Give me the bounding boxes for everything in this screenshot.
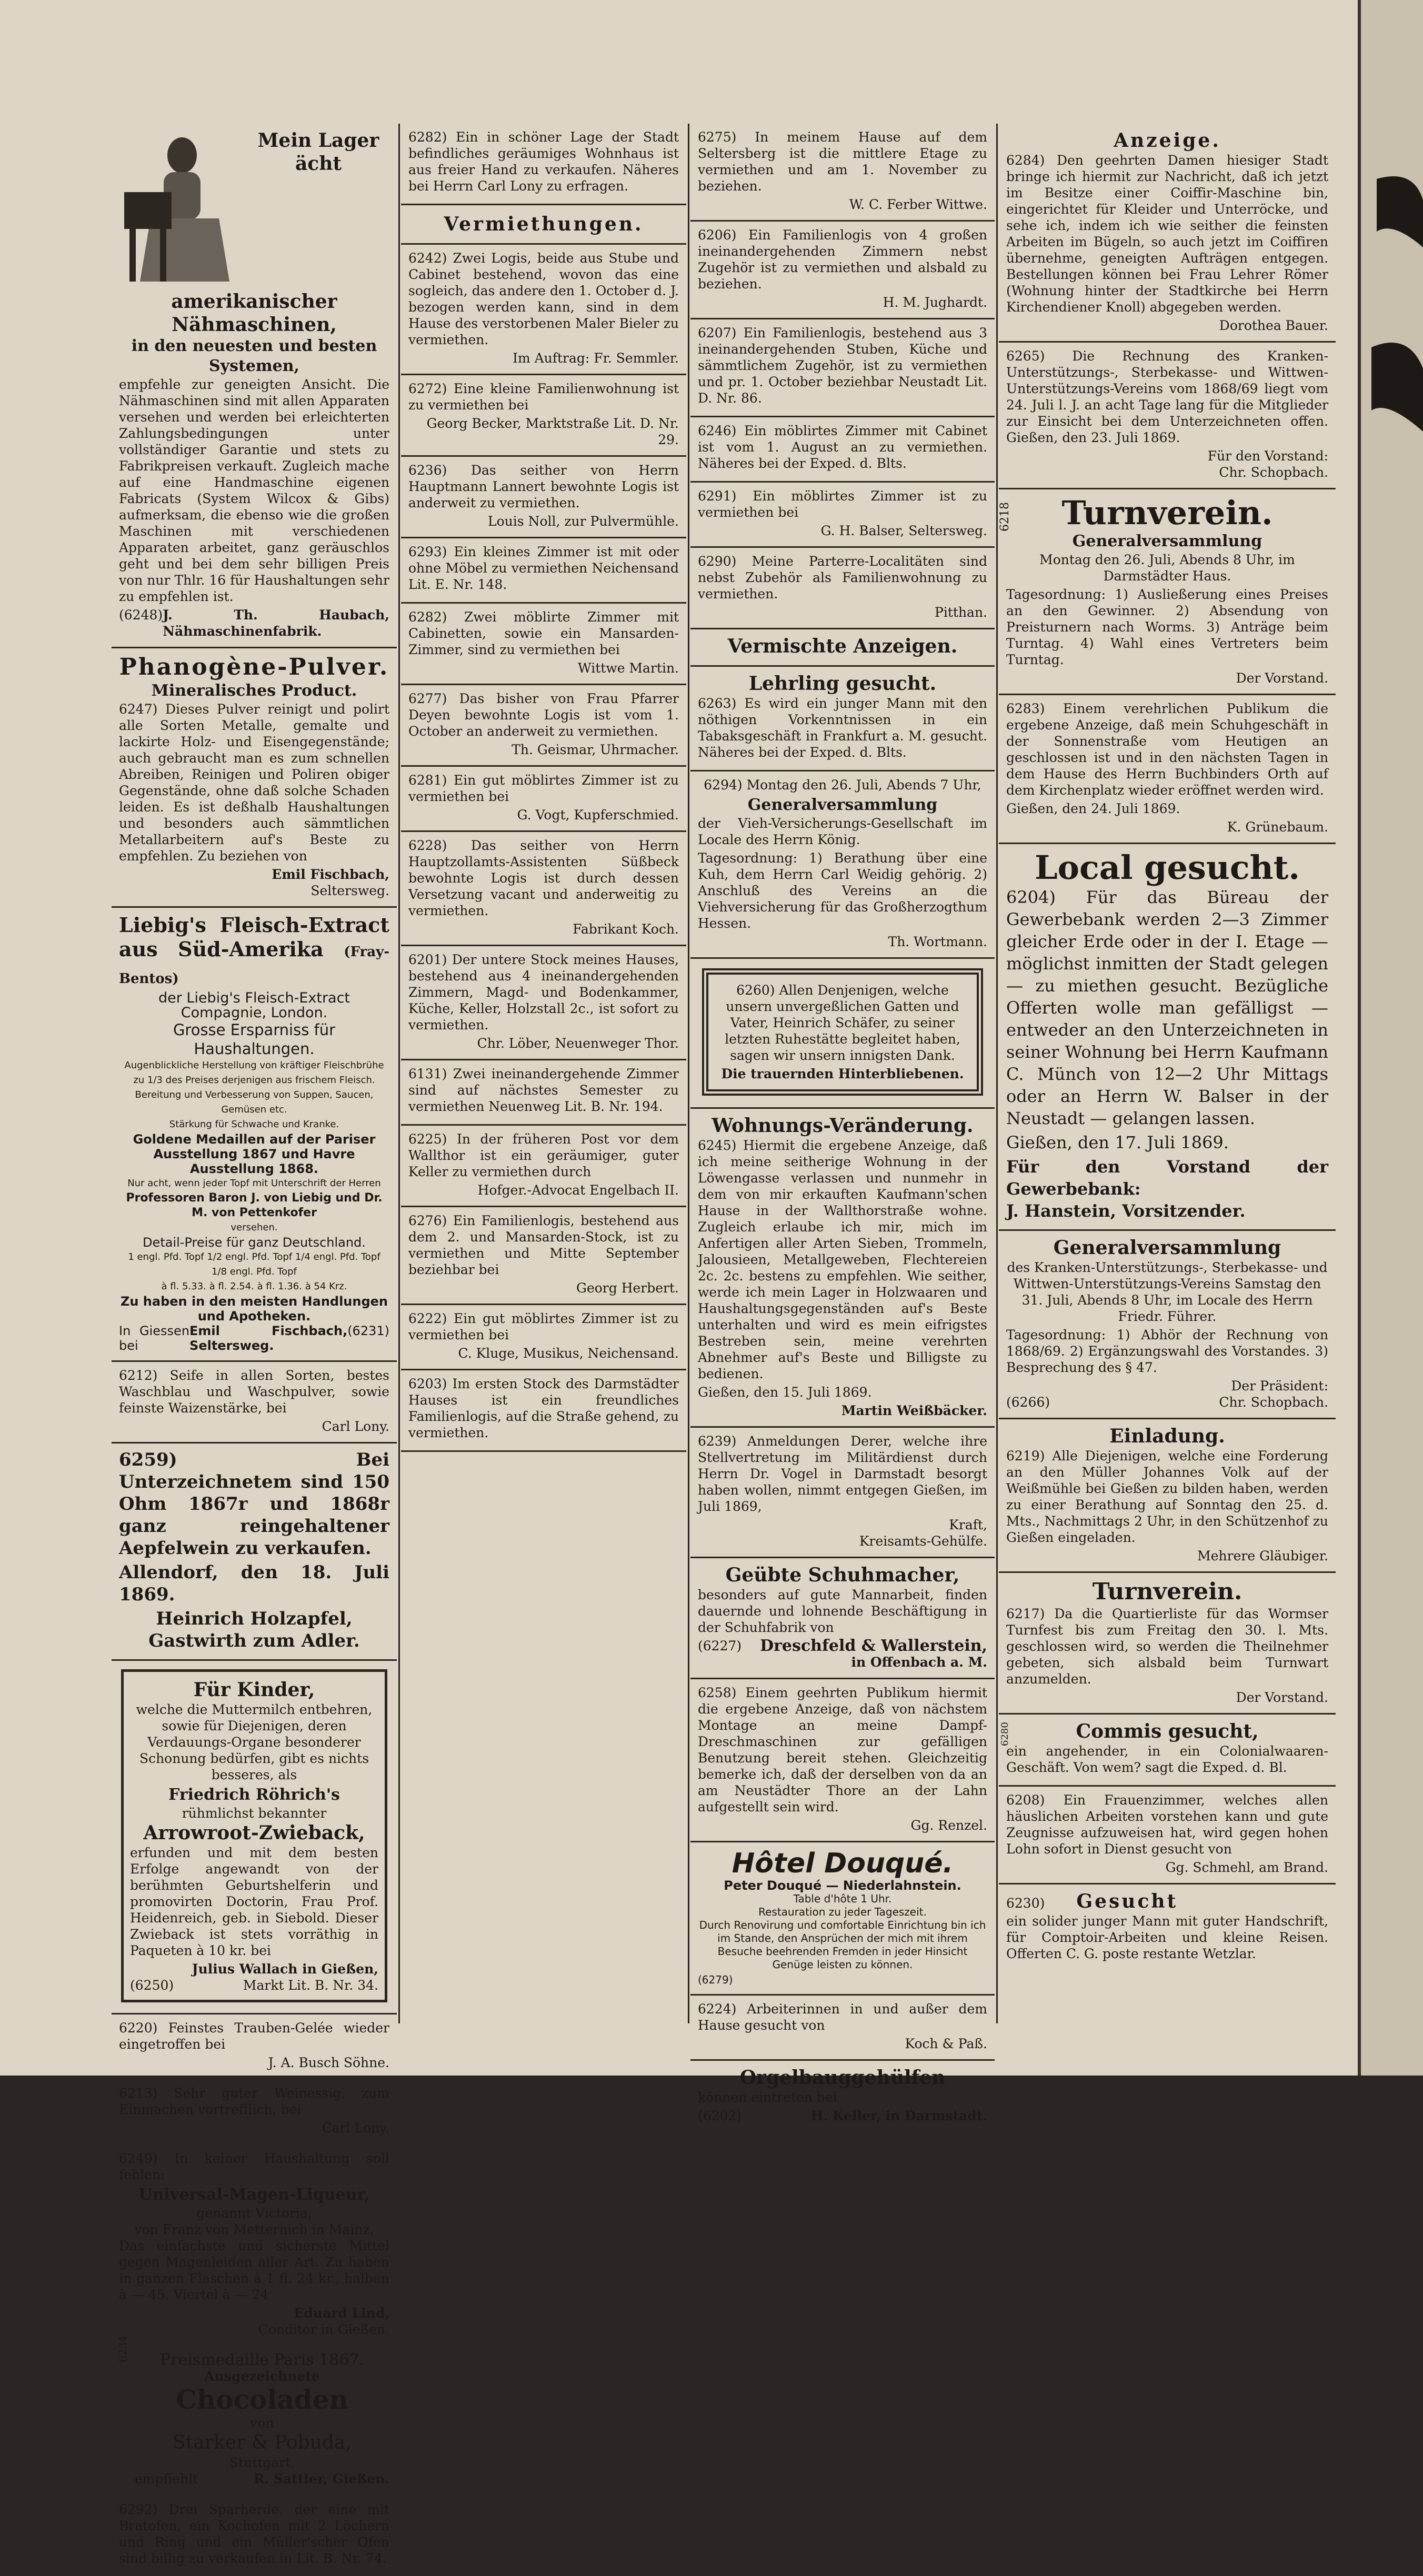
ad-essig bbox=[112, 2080, 397, 2145]
ad-signature: H. Keller, in Darmstadt. bbox=[810, 2108, 987, 2123]
rental-list-top bbox=[690, 124, 995, 629]
rental-ad bbox=[401, 604, 686, 685]
hotel-body: Durch Renovirung und comfortable Einrichtung bin ich im Stande, den Ansprüchen der mich mit ihrem Besuche beehrenden Fremden in jeder Hinsicht Genüge leisten zu können. bbox=[699, 1919, 986, 1971]
ad-text: 6290) Meine Parterre-Localitäten sind nebst Zubehör als Familienwohnung zu vermiethen. bbox=[698, 554, 987, 602]
sewing-body: empfehle zur geneigten Ansicht. Die Nähmaschinen sind mit allen Apparaten versehen und werden bei erleichterten Zahlungsbedingungen unter vollständiger Garantie und stets zu Fabrikpreisen verkauft. Zugleich mache auf eine Handmaschine eigenen Fabricats (System Wilcox & Gibs) aufmerksam, die ebenso wie die großen Maschinen mit verschiedenen Apparaten arbeitet, ganz geräuschlos geht und bei dem sehr billigen Preis von nur Thlr. 16 für Haushaltungen sehr zu empfehlen ist. bbox=[119, 377, 389, 604]
ad-signature: Carl Lony. bbox=[322, 2120, 389, 2136]
wohnung-title: Wohnungs-Veränderung. bbox=[712, 1115, 974, 1137]
commis-title: Commis gesucht, bbox=[1076, 1720, 1259, 1742]
ad-liebig bbox=[112, 908, 397, 1362]
ad-text: 6291) Ein möblirtes Zimmer ist zu vermiethen bei bbox=[698, 488, 987, 520]
ad-signature: G. Vogt, Kupferschmied. bbox=[517, 807, 679, 823]
choc-line: Ausgezeichnete bbox=[204, 2369, 320, 2384]
rental-ad bbox=[401, 1060, 686, 1126]
column-4 bbox=[999, 124, 1336, 2023]
ad-trauben bbox=[112, 2014, 397, 2080]
lehrling-title: Lehrling gesucht. bbox=[748, 673, 937, 695]
ad-text: 6246) Ein möblirtes Zimmer mit Cabinet ist vom 1. August an zu vermiethen. Näheres bei der Exped. d. Blts. bbox=[698, 423, 987, 471]
ad-text: 6282) Ein in schöner Lage der Stadt befindliches geräumiges Wohnhaus ist aus freier Hand zu verkaufen. Näheres bei Herrn Carl Lony zu erfragen. bbox=[408, 129, 679, 194]
ad-text: 6293) Ein kleines Zimmer ist mit oder ohne Möbel zu vermiethen Neichensand Lit. E. Nr. 148. bbox=[408, 544, 679, 592]
column-rule bbox=[688, 124, 689, 2023]
ad-signature: Mehrere Gläubiger. bbox=[1197, 1548, 1328, 1563]
ad-text: besonders auf gute Mannarbeit, finden dauernde und lohnende Beschäftigung in der Schuhfabrik von bbox=[698, 1587, 987, 1635]
ad-signature: Eduard Lind, bbox=[294, 2306, 389, 2321]
ad-signature: Die trauernden Hinterbliebenen. bbox=[721, 1066, 964, 1081]
ad-signature: Carl Lony. bbox=[322, 1419, 389, 1434]
phanogene-signature: Emil Fischbach, bbox=[272, 867, 389, 882]
ad-turnverein-2 bbox=[999, 1573, 1336, 1715]
section-title: Vermischte Anzeigen. bbox=[727, 635, 958, 657]
ad-signature: Th. Wortmann. bbox=[888, 934, 987, 949]
ad-text: 6282) Zwei möblirte Zimmer mit Cabinetten, sowie ein Mansarden-Zimmer, sind zu vermiethen bei bbox=[408, 609, 679, 657]
gesucht-title: Gesucht bbox=[1076, 1890, 1178, 1912]
rental-ad bbox=[401, 1207, 686, 1305]
ad-signature: G. H. Balser, Seltersweg. bbox=[820, 523, 987, 538]
rental-ad bbox=[690, 222, 995, 319]
rental-ad bbox=[401, 946, 686, 1060]
ad-signature: Pitthan. bbox=[935, 605, 987, 620]
ad-chocolade bbox=[112, 2336, 397, 2496]
ad-signature-2: Chr. Schopbach. bbox=[1219, 465, 1328, 480]
choc-line: Preismedaille Paris 1867. bbox=[159, 2351, 365, 2369]
liebig-line: Nur acht, wenn jeder Topf mit Unterschrift der Herren bbox=[127, 1178, 381, 1189]
gv2-agenda: Tagesordnung: 1) Abhör der Rechnung von 1868/69. 2) Ergänzungswahl des Vorstandes. 3) Besprechung des § 47. bbox=[1006, 1327, 1328, 1375]
ad-text: ein solider junger Mann mit guter Handschrift, für Comptoir-Arbeiten und kleine Reisen. Offerten C. G. poste restante Wetzlar. bbox=[1006, 1913, 1328, 1961]
phanogene-signature-2: Seltersweg. bbox=[310, 883, 389, 898]
ad-signature: Chr. Löber, Neuenweger Thor. bbox=[477, 1036, 679, 1051]
ad-signature: Louis Noll, zur Pulvermühle. bbox=[488, 514, 679, 529]
ad-apfelwein bbox=[112, 1444, 397, 1661]
phanogene-subtitle: Mineralisches Product. bbox=[151, 681, 357, 700]
turn2-title: Turnverein. bbox=[1092, 1578, 1242, 1605]
ad-text: 6265) Die Rechnung des Kranken-Unterstützungs-, Sterbekasse- und Wittwen-Unterstützungs-Vereins vom 1868/69 liegt vom 24. Juli l. J. an acht Tage lang für die Mitglieder zur Einsicht bei dem Unterzeichneten offen. Gießen, den 23. Juli 1869. bbox=[1006, 348, 1328, 445]
liebig-title-suffix: (Fray-Bentos) bbox=[119, 944, 390, 987]
ad-text: des Kranken-Unterstützungs-, Sterbekasse- und Wittwen-Unterstützungs-Vereins Samstag den 31. Juli, Abends 8 Uhr, im Locale des Herrn Friedr. Führer. bbox=[1007, 1260, 1328, 1324]
ad-signature: Georg Herbert. bbox=[576, 1280, 679, 1296]
liebig-line: der Liebig's Fleisch-Extract Compagnie, London. bbox=[158, 990, 350, 1021]
ad-signature: Wittwe Martin. bbox=[577, 660, 679, 676]
ad-signature-2: in Offenbach a. M. bbox=[851, 1655, 987, 1670]
choc-city: Stuttgart, bbox=[229, 2455, 295, 2470]
ad-number: 6218 bbox=[998, 502, 1011, 532]
liqueur-title: Universal-Magen-Liqueur, bbox=[138, 2186, 370, 2204]
mourning-frame bbox=[702, 968, 983, 1096]
gv2-title: Generalversammlung bbox=[1053, 1237, 1281, 1259]
ad-text: können eintreten bei bbox=[698, 2090, 837, 2105]
ad-seife bbox=[112, 1362, 397, 1444]
rental-ad bbox=[401, 457, 686, 538]
local-title: Local gesucht. bbox=[1035, 848, 1300, 887]
phanogene-body: 6247) Dieses Pulver reinigt und polirt alle Sorten Metalle, gemalte und lackirte Holz- und Eisengegenstände; auch gebraucht man es zum schnellen Abreiben, Reinigen und Poliren obiger Gegenstände, ohne daß solche Schaden leiden. Es ist deßhalb Haushaltungen und besonders auch sämmtlichen Metallarbeitern auf's Beste zu empfehlen. Zu beziehen von bbox=[119, 701, 389, 864]
liebig-line: Professoren Baron J. von Liebig und Dr. M. von Pettenkofer bbox=[126, 1191, 383, 1219]
schuh-title: Geübte Schuhmacher, bbox=[725, 1564, 960, 1586]
ad-signature: Heinrich Holzapfel, bbox=[156, 1608, 353, 1629]
turn-agenda: Tagesordnung: 1) Ausließerung eines Preises an den Gewinner. 2) Absendung von Preisturnern nach Worms. 3) Anträge beim Turntag. 4) Wahl eines Vertreters beim Turntag. bbox=[1006, 587, 1328, 667]
ad-signature-2: Gastwirth zum Adler. bbox=[148, 1630, 360, 1651]
liebig-line: Grosse Ersparniss für Haushaltungen. bbox=[173, 1021, 336, 1058]
liebig-line: Stärkung für Schwache und Kranke. bbox=[169, 1119, 339, 1130]
liebig-line: Goldene Medaillen auf der Pariser Ausstellung 1867 und Havre Ausstellung 1868. bbox=[133, 1132, 376, 1176]
ad-signature: Der Präsident: bbox=[1231, 1378, 1328, 1394]
choc-line: von bbox=[250, 2415, 274, 2431]
gv-body: der Vieh-Versicherungs-Gesellschaft im Locale des Herrn König. bbox=[698, 816, 987, 847]
ad-text: 6283) Einem verehrlichen Publikum die ergebene Anzeige, daß mein Schuhgeschäft in der Sonnenstraße vom Heutigen an geschlossen ist und in den nächsten Tagen in dem Hause des Herrn Buchbinders Orth auf dem Kirchenplatz wieder eröffnet werden wird. bbox=[1006, 701, 1328, 798]
kinder-signature-2: Markt Lit. B. Nr. 34. bbox=[243, 1978, 378, 1993]
ad-signature: Der Vorstand. bbox=[1236, 1690, 1328, 1705]
liqueur-subtitle: genannt Victoria, bbox=[196, 2206, 312, 2221]
rental-ad bbox=[401, 1370, 686, 1452]
ad-signature: Kraft, bbox=[949, 1517, 987, 1532]
rental-ad bbox=[690, 548, 995, 629]
liebig-line: Augenblickliche Herstellung von kräftiger Fleischbrühe zu 1/3 des Preises derjenigen aus frischem Fleisch. bbox=[124, 1060, 384, 1086]
column-2 bbox=[401, 124, 686, 2023]
ad-signature: Gg. Renzel. bbox=[910, 1818, 987, 1833]
ad-text: 6276) Ein Familienlogis, bestehend aus dem 2. und Mansarden-Stock, ist zu vermiethen und Mitte September beziehbar bei bbox=[408, 1213, 679, 1277]
column-1 bbox=[112, 124, 397, 2566]
rental-ad bbox=[690, 483, 995, 548]
ad-text: 6206) Ein Familienlogis von 4 großen ineinandergehenden Zimmern nebst Zugehör ist zu vermiethen und alsbald zu beziehen. bbox=[698, 227, 987, 292]
ad-signature: Th. Geismar, Uhrmacher. bbox=[512, 742, 679, 757]
liebig-line: Detail-Preise für ganz Deutschland. bbox=[143, 1235, 366, 1250]
ad-rechnung bbox=[999, 343, 1336, 489]
ad-number: (6279) bbox=[698, 1973, 733, 1986]
ad-signature: Georg Becker, Marktstraße Lit. D. Nr. 29. bbox=[426, 416, 679, 447]
ad-text: 6207) Ein Familienlogis, bestehend aus 3 ineinandergehenden Stuben, Küche und sämmtlichem Zugehör, ist zu vermiethen und pr. 1. October beziehbar Neustadt Lit. D. Nr. 86. bbox=[698, 325, 987, 406]
ad-place: Allendorf, den 18. Juli 1869. bbox=[119, 1562, 389, 1605]
ad-signature: Dorothea Bauer. bbox=[1219, 318, 1328, 333]
rental-ad bbox=[401, 1126, 686, 1207]
ad-text: 6242) Zwei Logis, beide aus Stube und Cabinet bestehend, wovon das eine sogleich, das andere den 1. October d. J. bezogen werden kann, sind in dem Hause des verstorbenen Maler Bieler zu vermiethen. bbox=[408, 250, 679, 347]
rental-ad bbox=[690, 417, 995, 483]
hotel-line: Restauration zu jeder Tageszeit. bbox=[758, 1906, 927, 1918]
ad-text: 6236) Das seither von Herrn Hauptmann Lannert bewohnte Logis ist anderweit zu vermiethen. bbox=[408, 463, 679, 510]
ad-number: (6266) bbox=[1006, 1395, 1050, 1410]
ad-place: Gießen, den 24. Juli 1869. bbox=[1006, 801, 1180, 816]
ad-wohnungsveraenderung bbox=[690, 1109, 995, 1428]
ad-text: 6224) Arbeiterinnen in und außer dem Hause gesucht von bbox=[698, 2001, 987, 2033]
ad-hotel bbox=[690, 1842, 995, 1996]
anzeige-title: Anzeige. bbox=[1114, 129, 1221, 152]
ad-gesucht bbox=[999, 1885, 1336, 1971]
turn-line: Montag den 26. Juli, Abends 8 Uhr, im Darmstädter Haus. bbox=[1039, 552, 1295, 584]
ad-wohnhaus bbox=[401, 124, 686, 205]
phanogene-title: Phanogène-Pulver. bbox=[119, 654, 389, 680]
rental-ad bbox=[401, 538, 686, 604]
ad-text: 6217) Da die Quartierliste für das Wormser Turnfest bis zum Freitag den 30. l. Mts. geschlossen wird, so werden die Theilnehmer gebeten, sich alsbald beim Turnwart anzumelden. bbox=[1006, 1606, 1328, 1687]
ad-text: 6219) Alle Diejenigen, welche eine Forderung an den Müller Johannes Volk auf der Weißmühle bei Gießen zu bilden haben, werden zu einer Berathung auf Sonntag den 25. d. Mts., Nachmittags 2 Uhr, in den Schützenhof zu Gießen eingeladen. bbox=[1006, 1448, 1328, 1545]
liebig-line: versehen. bbox=[231, 1222, 278, 1233]
kinder-signature: Julius Wallach in Gießen, bbox=[192, 1961, 378, 1977]
ad-signature: Dreschfeld & Wallerstein, bbox=[760, 1637, 987, 1655]
rental-ad bbox=[401, 375, 686, 457]
section-title: Vermiethungen. bbox=[444, 213, 644, 235]
ad-text: ein angehender, in ein Colonialwaaren-Geschäft. Von wem? sagt die Exped. d. Bl. bbox=[1006, 1743, 1328, 1775]
ad-number: (6250) bbox=[130, 1978, 174, 1993]
adjacent-page-edge bbox=[1358, 0, 1423, 2076]
liebig-line: In Giessen bei bbox=[119, 1324, 190, 1353]
ad-signature-2: J. Hanstein, Vorsitzender. bbox=[1006, 1201, 1246, 1221]
ad-signature: Im Auftrag: Fr. Semmler. bbox=[513, 350, 679, 366]
ad-vogel bbox=[690, 1428, 995, 1558]
ad-text: 6220) Feinstes Trauben-Gelée wieder eingetroffen bei bbox=[119, 2020, 389, 2052]
ad-einladung bbox=[999, 1419, 1336, 1573]
kinder-body-2: erfunden und mit dem besten Erfolge angewandt von der berühmten Geburtshelferin und promovirten Doctorin, Frau Prof. Heidenreich, geb. in Siebold. Dieser Zwieback ist stets vorräthig in Paqueten à 10 kr. bei bbox=[130, 1845, 378, 1958]
liebig-line: Bereitung und Verbesserung von Suppen, Saucen, Gemüsen etc. bbox=[135, 1089, 374, 1115]
ad-local-gesucht bbox=[999, 844, 1336, 1231]
ad-text: 6228) Das seither von Herrn Hauptzollamts-Assistenten Süßbeck bewohnte Logis ist durch dessen Versetzung vacant und anderweitig zu vermiethen. bbox=[408, 838, 679, 918]
kinder-product: Arrowroot-Zwieback, bbox=[143, 1822, 365, 1844]
rental-ad bbox=[401, 832, 686, 946]
liebig-prices-2: à fl. 5.33. à fl. 2.54. à fl. 1.36. à 54 Krz. bbox=[161, 1281, 347, 1292]
rental-list bbox=[401, 245, 686, 1452]
ad-text: 6284) Den geehrten Damen hiesiger Stadt bringe ich hiermit zur Nachricht, daß ich jetzt im Besitze einer Coiffir-Maschine bin, eingerichtet für Kleider und Unterröcke, und sehe ich, indem ich wie seither die feinsten Arbeiten im Bügeln, so auch jetzt im Coiffiren übernehme, geneigten Aufträgen entgegen. Bestellungen können bei Frau Lehrer Römer (Wohnung hinter der Stadtkirche bei Herrn Kirchendiener Knoll) abgegeben werden. bbox=[1006, 153, 1328, 315]
turn-title: Turnverein. bbox=[1061, 494, 1273, 532]
section-vermiethungen bbox=[401, 205, 686, 245]
ad-schuhmacher bbox=[690, 1558, 995, 1679]
ad-text: 6263) Es wird ein junger Mann mit den nöthigen Vorkenntnissen in ein Tabaksgeschäft in Frankfurt a. M. gesucht. Näheres bei der Exped. d. Blts. bbox=[698, 696, 987, 760]
ad-vieh-generalversammlung bbox=[690, 771, 995, 959]
gv-head: 6294) Montag den 26. Juli, Abends 7 Uhr, bbox=[704, 777, 981, 793]
rental-ad bbox=[401, 767, 686, 832]
ad-signature: Für den Vorstand: bbox=[1207, 448, 1328, 464]
hotel-subtitle: Peter Douqué — Niederlahnstein. bbox=[724, 1878, 961, 1893]
liebig-prices: 1 engl. Pfd. Topf 1/2 engl. Pfd. Topf 1/4 engl. Pfd. Topf 1/8 engl. Pfd. Topf bbox=[128, 1251, 380, 1277]
ad-signature-2: Conditor in Gießen. bbox=[258, 2322, 389, 2337]
ad-dampf bbox=[690, 1679, 995, 1842]
kinder-name-2: rühmlichst bekannter bbox=[182, 1806, 327, 1821]
ad-number: (6202) bbox=[698, 2108, 742, 2123]
kinder-name: Friedrich Röhrich's bbox=[168, 1786, 340, 1804]
ad-trauer bbox=[690, 959, 995, 1109]
orgel-title: Orgelbauggehülfen bbox=[739, 2067, 946, 2089]
ad-number: 6230) bbox=[1006, 1896, 1045, 1911]
rental-ad bbox=[690, 124, 995, 222]
ad-text: 6249) In keiner Haushaltung soll fehlen: bbox=[119, 2151, 389, 2182]
ad-number: (6231) bbox=[347, 1324, 389, 1338]
ad-commis bbox=[999, 1715, 1336, 1787]
ad-signature-2: Kreisamts-Gehülfe. bbox=[859, 1533, 987, 1549]
ad-number: (6248) bbox=[119, 607, 163, 623]
ad-coiffir bbox=[999, 124, 1336, 343]
liebig-title: Liebig's Fleisch-Extract aus Süd-Amerika bbox=[119, 913, 389, 961]
ad-sparherde bbox=[112, 2496, 397, 2576]
ad-turnverein-1 bbox=[999, 489, 1336, 695]
ad-signature: R. Sattler, Gießen. bbox=[253, 2471, 389, 2487]
ad-lehrling bbox=[690, 667, 995, 771]
ad-text: 6204) Für das Büreau der Gewerbebank werden 2—3 Zimmer gleicher Erde oder in der I. Etage — möglichst inmitten der Stadt gelegen — zu miethen gesucht. Bezügliche Offerten wolle man gefälligst — entweder an den Unterzeichneten in seiner Wohnung bei Herrn Kaufmann C. Münch von 12—2 Uhr Mittags oder an Herrn W. Balser in der Neustadt — gelangen lassen. bbox=[1006, 887, 1328, 1128]
ad-signature: Fabrikant Koch. bbox=[573, 921, 679, 937]
ad-number: 6234 bbox=[116, 2336, 129, 2362]
ad-kinder bbox=[112, 1661, 397, 2014]
ad-text: 6259) Bei Unterzeichnetem sind 150 Ohm 1867r und 1868r ganz reingehaltener Aepfelwein zu verkaufen. bbox=[119, 1449, 389, 1559]
ad-signature: H. M. Jughardt. bbox=[883, 295, 987, 310]
ad-text: 6225) In der früheren Post vor dem Wallthor ist ein geräumiger, guter Keller zu vermiethen durch bbox=[408, 1131, 679, 1179]
sewing-subtitle: in den neuesten und besten Systemen, bbox=[131, 337, 377, 375]
sewing-woman-illustration bbox=[119, 129, 240, 287]
section-vermischte bbox=[690, 629, 995, 667]
ad-schuhgeschaeft bbox=[999, 695, 1336, 844]
sewing-signature: J. Th. Haubach, Nähmaschinenfabrik. bbox=[163, 607, 389, 639]
ad-text: 6258) Einem geehrten Publikum hiermit die ergebene Anzeige, daß von nächstem Montage an meine Dampf-Dreschmaschinen zur gefälligen Benutzung bereit stehen. Gleichzeitig bemerke ich, daß der derselben von da an am Neustädter Thore an der Lahn aufgestellt sein wird. bbox=[698, 1685, 987, 1815]
liqueur-body: Das einfachste und sicherste Mittel gegen Magenleiden aller Art. Zu haben in ganzen Flaschen à 1 fl. 24 kr., halben à — 45, Viertel à — 24 bbox=[119, 2238, 389, 2302]
ad-text: 6208) Ein Frauenzimmer, welches allen häuslichen Arbeiten vorstehen kann und gute Zeugnisse aufzuweisen hat, wird gegen hohen Lohn sofort in Dienst gesucht von bbox=[1006, 1792, 1328, 1857]
ad-text: 6131) Zwei ineinandergehende Zimmer sind auf nächstes Semester zu vermiethen Neuenweg Lit. B. Nr. 194. bbox=[408, 1066, 679, 1114]
ad-generalversammlung-2 bbox=[999, 1231, 1336, 1419]
ad-text: 6222) Ein gut möblirtes Zimmer ist zu vermiethen bei bbox=[408, 1311, 679, 1342]
ad-signature: Hofger.-Advocat Engelbach II. bbox=[477, 1182, 679, 1198]
ad-signature: Gg. Schmehl, am Brand. bbox=[1165, 1860, 1328, 1875]
kinder-title: Für Kinder, bbox=[193, 1679, 315, 1701]
hotel-title: Hôtel Douqué. bbox=[731, 1848, 954, 1879]
ad-text: 6201) Der untere Stock meines Hauses, bestehend aus 4 ineinandergehenden Zimmern, Magd- und Bodenkammer, Küche, Keller, Holzstall 2c., ist sofort zu vermiethen. bbox=[408, 952, 679, 1033]
ornamental-letter-fragment bbox=[1361, 158, 1423, 474]
ad-signature: Martin Weißbäcker. bbox=[841, 1403, 987, 1418]
hotel-line: Table d'hôte 1 Uhr. bbox=[793, 1892, 892, 1905]
turn-subtitle: Generalversammlung bbox=[1072, 532, 1262, 550]
ad-signature: Für den Vorstand der Gewerbebank: bbox=[1006, 1157, 1328, 1199]
ad-signature: W. C. Ferber Wittwe. bbox=[849, 197, 987, 212]
ad-arbeiterinnen bbox=[690, 1996, 995, 2061]
ad-text: 6213) Sehr guter Weinessig, zum Einmachen vortrefflich, bei bbox=[119, 2086, 389, 2117]
choc-maker: Starker & Pobuda, bbox=[173, 2432, 352, 2453]
ad-signature: K. Grünebaum. bbox=[1227, 819, 1328, 835]
liqueur-maker: von Franz von Metternich in Mainz. bbox=[134, 2222, 374, 2237]
ad-phanogene bbox=[112, 648, 397, 908]
rental-ad bbox=[401, 245, 686, 375]
gv-title: Generalversammlung bbox=[747, 796, 938, 814]
ad-frauenzimmer bbox=[999, 1787, 1336, 1885]
ad-signature: J. A. Busch Söhne. bbox=[268, 2055, 389, 2070]
ad-text: 6275) In meinem Hause auf dem Seltersberg ist die mittlere Etage zu vermiethen und am 1. November zu beziehen. bbox=[698, 129, 987, 194]
gv-agenda: Tagesordnung: 1) Berathung über eine Kuh, dem Herrn Carl Weidig gehörig. 2) Anschluß des Vereins an die Viehversicherung für das Großherzogthum Hessen. bbox=[698, 850, 987, 931]
ad-text: 6260) Allen Denjenigen, welche unsern unvergeßlichen Gatten und Vater, Heinrich Schäfer, zu seiner letzten Ruhestätte begleitet haben, sagen wir unsern innigsten Dank. bbox=[725, 983, 960, 1063]
choc-rec: empfiehlt bbox=[135, 2471, 198, 2487]
ad-liqueur bbox=[112, 2145, 397, 2347]
ad-number: (6227) bbox=[698, 1638, 742, 1653]
ad-text: 6203) Im ersten Stock des Darmstädter Hauses ist ein freundliches Familienlogis, auf die Straße gehend, zu vermiethen. bbox=[408, 1376, 679, 1440]
ad-orgelbau bbox=[690, 2061, 995, 2131]
choc-title: Chocoladen bbox=[176, 2384, 348, 2415]
liebig-line: Zu haben in den meisten Handlungen und Apotheken. bbox=[120, 1294, 388, 1324]
ad-signature: Koch & Paß. bbox=[905, 2036, 987, 2051]
ad-text: 6212) Seife in allen Sorten, bestes Waschblau und Waschpulver, sowie feinste Waizenstärke, bei bbox=[119, 1368, 389, 1416]
ad-text: 6281) Ein gut möblirtes Zimmer ist zu vermiethen bei bbox=[408, 773, 679, 804]
sewing-title: Mein Lager ächt bbox=[257, 129, 379, 175]
ad-text: 6245) Hiermit die ergebene Anzeige, daß ich meine seitherige Wohnung in der Löwengasse verlassen und nunmehr in dem von mir erkauften Kaufmann'schen Hause in der Wallthorstraße wohne. Zugleich erlaube ich mir, mich im Anfertigen aller Arten Sieben, Trommeln, Jalousieen, Metallgeweben, Flechtereien 2c. 2c. bestens zu empfehlen. Wie seither, werde ich mein Lager in Holzwaaren und Haushaltungsgegenständen auf's Beste unterhalten und wird es mein eifrigstes Bestreben sein, meine verehrten Abnehmer auf's Beste und Billigste zu bedienen. bbox=[698, 1138, 987, 1381]
ad-text: 6239) Anmeldungen Derer, welche ihre Stellvertretung im Militärdienst durch Herrn Dr. Vogel in Darmstadt besorgt haben wollen, nimmt entgegen Gießen, im Juli 1869, bbox=[698, 1434, 987, 1514]
ad-sewing-machines bbox=[112, 124, 397, 648]
ad-signature: Der Vorstand. bbox=[1236, 670, 1328, 686]
rental-ad bbox=[401, 1305, 686, 1370]
ad-place: Gießen, den 15. Juli 1869. bbox=[698, 1385, 872, 1400]
ad-text: 6277) Das bisher von Frau Pfarrer Deyen bewohnte Logis ist vom 1. October an anderweit zu vermiethen. bbox=[408, 691, 679, 739]
ad-text: 6272) Eine kleine Familienwohnung ist zu vermiethen bei bbox=[408, 381, 679, 413]
rental-ad bbox=[401, 685, 686, 767]
ad-signature-2: Chr. Schopbach. bbox=[1219, 1395, 1328, 1410]
liebig-signature: Emil Fischbach, Seltersweg. bbox=[189, 1324, 348, 1353]
ad-signature: C. Kluge, Musikus, Neichensand. bbox=[458, 1346, 679, 1361]
column-3 bbox=[690, 124, 995, 2123]
ad-text: 6292) Drei Sparherde, der eine mit Bratofen, ein Kochofen mit 2 Löchern und Ring und ein Müller'scher Ofen sind billig zu verkaufen in Lit. B. Nr. 74. bbox=[119, 2502, 389, 2566]
ad-number: 6280 bbox=[999, 1722, 1010, 1746]
einladung-title: Einladung. bbox=[1109, 1425, 1225, 1447]
kinder-body: welche die Muttermilch entbehren, sowie für Diejenigen, deren Verdauungs-Organe besonderer Schonung bedürfen, gibt es nichts besseres, als bbox=[136, 1702, 373, 1782]
column-rule bbox=[398, 124, 400, 2023]
sewing-title-2: amerikanischer Nähmaschinen, bbox=[171, 290, 337, 336]
rental-ad bbox=[690, 319, 995, 417]
ad-place: Gießen, den 17. Juli 1869. bbox=[1006, 1132, 1229, 1152]
